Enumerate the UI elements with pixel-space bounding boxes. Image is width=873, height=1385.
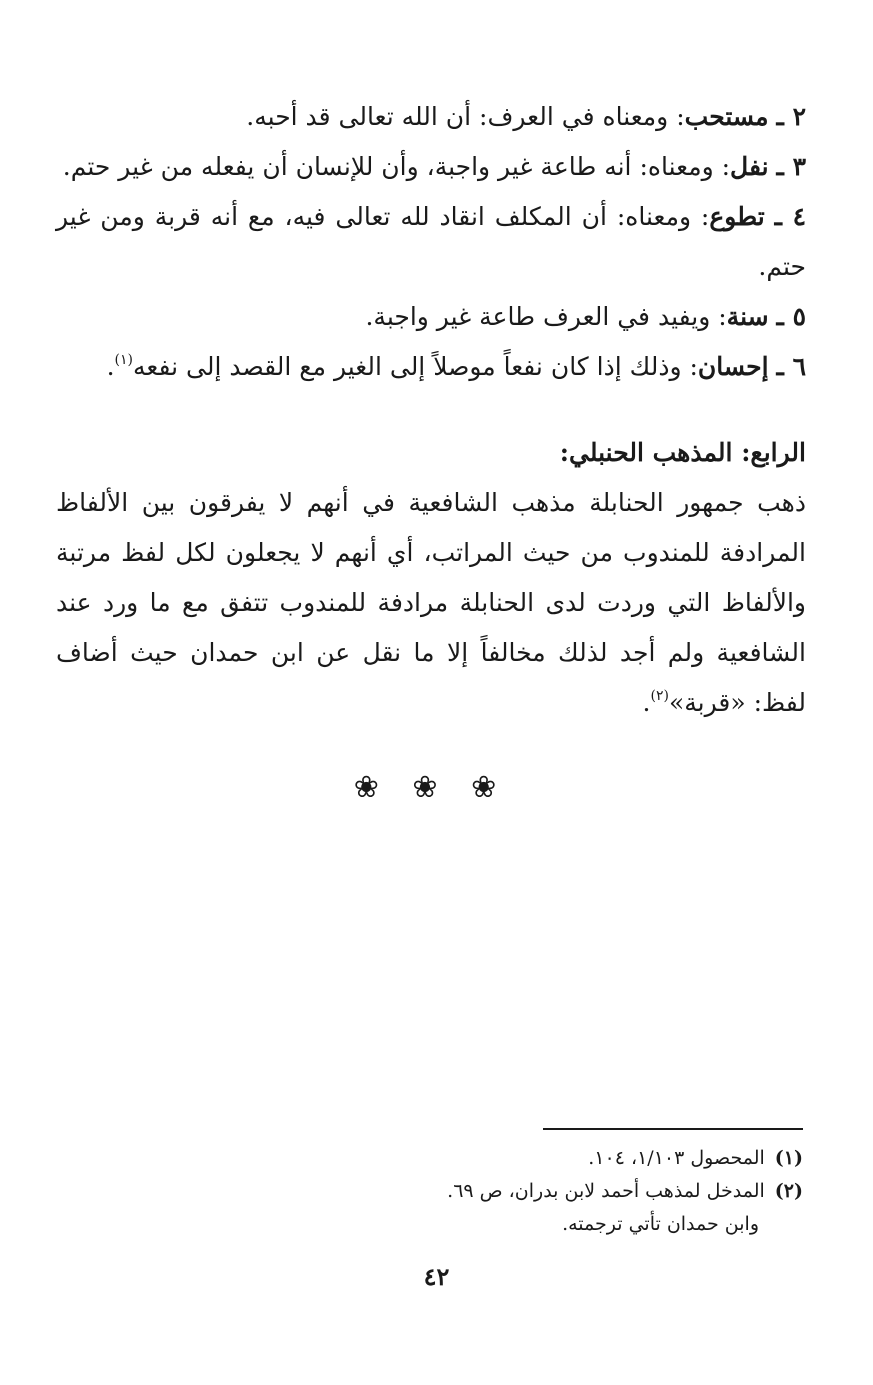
- item-term: تطوع: [709, 202, 765, 231]
- item-number: ٤ ـ: [774, 202, 806, 231]
- body-paragraph: [56, 478, 806, 728]
- footnote-continuation: وابن حمدان تأتي ترجمته.: [562, 1213, 759, 1235]
- footnote: [203, 1175, 803, 1208]
- list-item: [56, 92, 806, 142]
- footnotes: [203, 1142, 803, 1241]
- footnote-ref[interactable]: (١): [114, 351, 133, 368]
- footnote: [203, 1142, 803, 1175]
- footnote-text: المحصول ١/١٠٣، ١٠٤.: [588, 1147, 765, 1169]
- footnote-text: المدخل لمذهب أحمد لابن بدران، ص ٦٩.: [447, 1180, 765, 1202]
- section-ornament: [56, 768, 806, 808]
- item-term: نفل: [730, 152, 769, 181]
- paragraph-text: ذهب جمهور الحنابلة مذهب الشافعية في أنهم لا يفرقون بين الألفاظ المرادفة للمندوب من حيث المراتب، أي أنهم لا يجعلون لكل لفظ مرتبة والألفاظ التي وردت لدى الحنابلة مرادفة للمندوب تتفق مع ما ورد عند الشافعية ولم أجد لذلك مخالفاً إلا ما نقل عن ابن حمدان حيث أضاف لفظ: «قربة»: [56, 488, 806, 717]
- list-item: [56, 342, 806, 392]
- item-number: ٥ ـ: [776, 302, 806, 331]
- list-item: [56, 142, 806, 192]
- list-item: [56, 192, 806, 292]
- item-term: سنة: [726, 302, 769, 331]
- item-number: ٣ ـ: [776, 152, 806, 181]
- item-term: مستحب: [684, 102, 769, 131]
- paragraph-tail: .: [642, 688, 651, 717]
- flower-ornament-icon: ❀: [471, 770, 509, 805]
- flower-ornament-icon: ❀: [412, 770, 450, 805]
- footnote-rule: [543, 1128, 803, 1130]
- item-number: ٢ ـ: [776, 102, 806, 131]
- footnote-ref[interactable]: (٢): [650, 687, 669, 704]
- flower-ornament-icon: ❀: [353, 770, 391, 805]
- item-tail: .: [106, 352, 115, 381]
- item-text: : ويفيد في العرف طاعة غير واجبة.: [365, 302, 727, 331]
- item-number: ٦ ـ: [776, 352, 806, 381]
- list-item: [56, 292, 806, 342]
- page-number: ٤٢: [423, 1262, 450, 1291]
- item-text: : ومعناه في العرف: أن الله تعالى قد أحبه.: [246, 102, 685, 131]
- item-term: إحسان: [697, 352, 769, 381]
- item-text: : وذلك إذا كان نفعاً موصلاً إلى الغير مع القصد إلى نفعه: [132, 352, 698, 381]
- section-heading: الرابع: المذهب الحنبلي:: [559, 438, 806, 467]
- item-text: : ومعناه: أن المكلف انقاد لله تعالى فيه، مع أنه قربة ومن غير حتم.: [56, 202, 806, 281]
- footnote-number: (٢): [774, 1180, 803, 1202]
- footnote-separator: [503, 1128, 803, 1142]
- footnote-number: (١): [774, 1147, 803, 1169]
- page-body: [56, 92, 806, 808]
- item-text: : ومعناه: أنه طاعة غير واجبة، وأن للإنسان أن يفعله من غير حتم.: [62, 152, 731, 181]
